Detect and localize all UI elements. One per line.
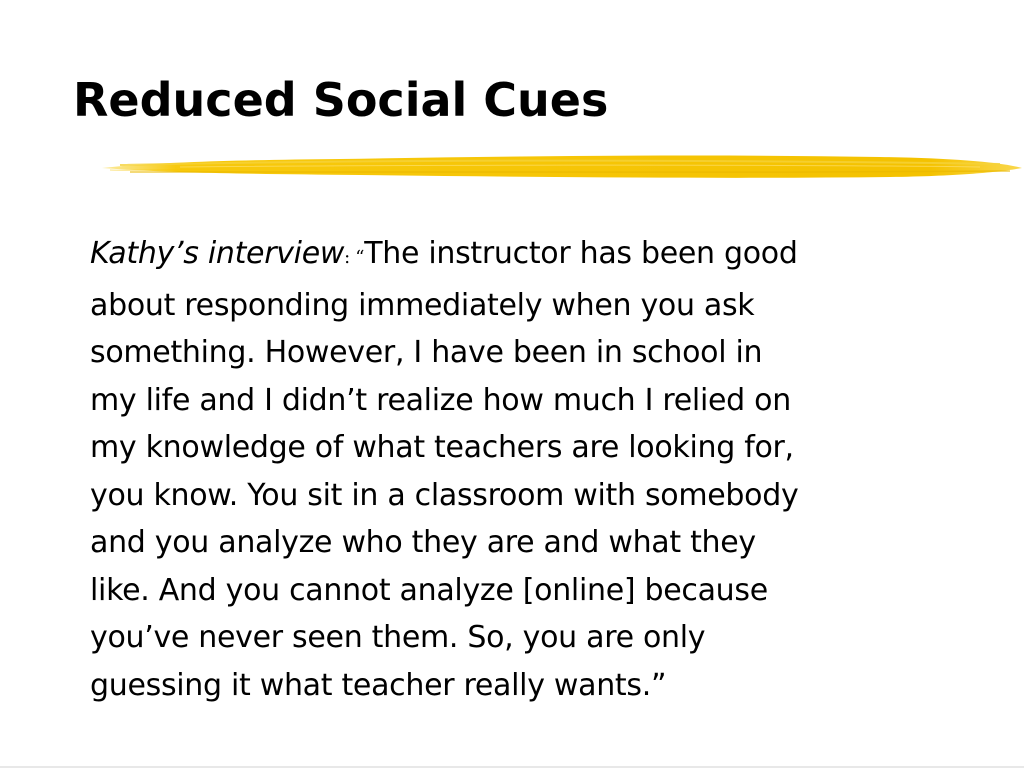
quote-line: you know. You sit in a classroom with somebody bbox=[90, 477, 799, 513]
quote-separator: : “ bbox=[344, 247, 365, 268]
quote-line: The instructor has been good bbox=[364, 236, 798, 271]
quote-line: something. However, I have been in school in bbox=[90, 335, 763, 370]
quote-first-line bbox=[90, 230, 1024, 282]
quote-line: my life and I didn’t realize how much I relied on bbox=[90, 382, 791, 418]
quote-paragraph bbox=[90, 230, 1024, 709]
quote-line: you’ve never seen them. So, you are only bbox=[90, 620, 706, 655]
yellow-brush-stroke-underline bbox=[100, 146, 1024, 186]
slide-title: Reduced Social Cues bbox=[73, 73, 609, 127]
quote-line: guessing it what teacher really wants.” bbox=[90, 667, 667, 703]
quote-speaker: Kathy’s interview bbox=[90, 236, 345, 271]
quote-line: about responding immediately when you ask bbox=[90, 287, 755, 323]
quote-line: and you analyze who they are and what they bbox=[90, 525, 756, 560]
quote-line: my knowledge of what teachers are looking for, bbox=[90, 430, 794, 465]
quote-line: like. And you cannot analyze [online] because bbox=[90, 572, 768, 608]
